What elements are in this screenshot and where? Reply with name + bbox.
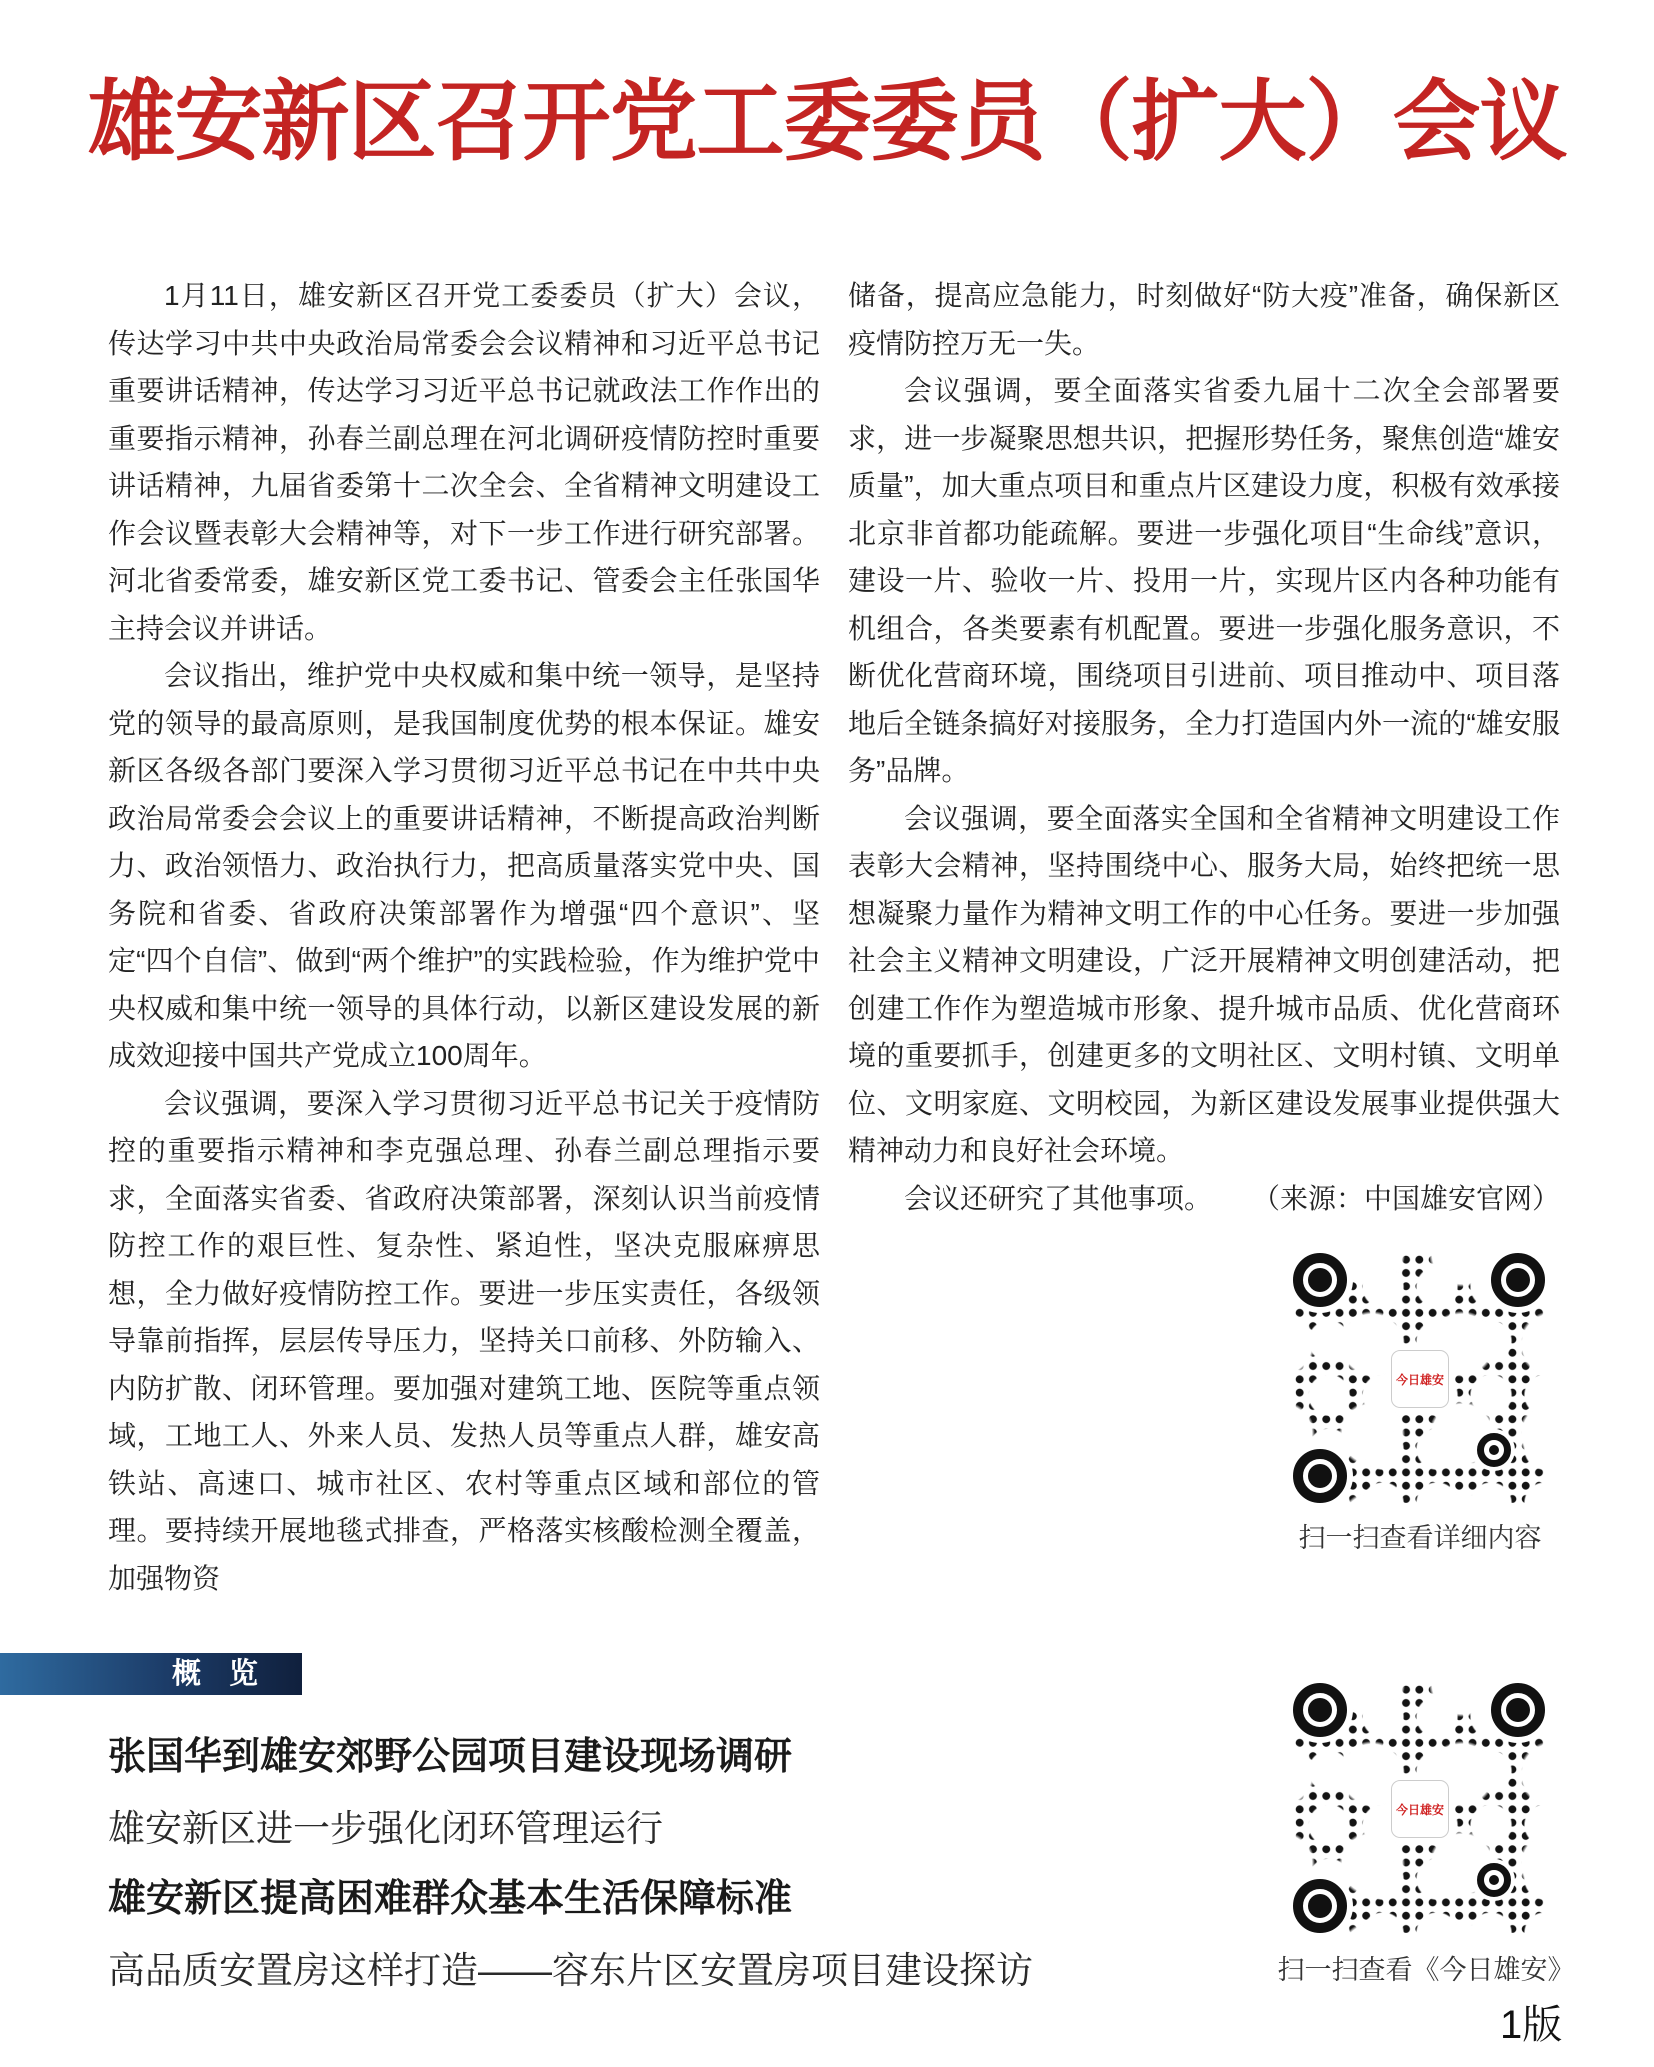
qr-finder-icon [1477, 1863, 1511, 1897]
page-number: 1版 [1500, 2003, 1563, 2047]
qr-code-overview [1293, 1683, 1545, 1933]
qr-finder-icon [1293, 1449, 1347, 1503]
overview-headline: 雄安新区进一步强化闭环管理运行 [108, 1808, 663, 1849]
article-column-left [108, 272, 820, 1602]
qr-caption: 扫一扫查看《今日雄安》 [1277, 1955, 1575, 1985]
qr-finder-icon [1293, 1253, 1347, 1307]
closing-line [848, 1175, 1560, 1223]
paragraph: 储备，提高应急能力，时刻做好“防大疫”准备，确保新区疫情防控万无一失。 [848, 280, 1560, 359]
paragraph: 1月11日，雄安新区召开党工委委员（扩大）会议，传达学习中共中央政治局常委会会议精神和习近平总书记重要讲话精神，传达学习习近平总书记就政法工作作出的重要指示精神，孙春兰副总理在河北调研疫情防控时重要讲话精神，九届省委第十二次全会、全省精神文明建设工作会议暨表彰大会精神等，对下一步工作进行研究部署。河北省委常委，雄安新区党工委书记、管委会主任张国华主持会议并讲话。 [108, 280, 820, 644]
qr-logo-text: 今日雄安 [1395, 1802, 1444, 1817]
overview-headline: 高品质安置房这样打造——容东片区安置房项目建设探访 [108, 1950, 1033, 1991]
paragraph: 会议强调，要全面落实全国和全省精神文明建设工作表彰大会精神，坚持围绕中心、服务大局，始终把统一思想凝聚力量作为精神文明工作的中心任务。要进一步加强社会主义精神文明建设，广泛开展精神文明创建活动，把创建工作作为塑造城市形象、提升城市品质、优化营商环境的重要抓手，创建更多的文明社区、文明村镇、文明单位、文明家庭、文明校园，为新区建设发展事业提供强大精神动力和良好社会环境。 [848, 802, 1560, 1166]
paragraph: 会议强调，要深入学习贯彻习近平总书记关于疫情防控的重要指示精神和李克强总理、孙春兰副总理指示要求，全面落实省委、省政府决策部署，深刻认识当前疫情防控工作的艰巨性、复杂性、紧迫性，坚决克服麻痹思想，全力做好疫情防控工作。要进一步压实责任，各级领导靠前指挥，层层传导压力，坚持关口前移、外防输入、内防扩散、闭环管理。要加强对建筑工地、医院等重点领域，工地工人、外来人员、发热人员等重点人群，雄安高铁站、高速口、城市社区、农村等重点区域和部位的管理。要持续开展地毯式排查，严格落实核酸检测全覆盖，加强物资 [108, 1087, 820, 1594]
qr-finder-icon [1477, 1433, 1511, 1467]
overview-headline: 张国华到雄安郊野公园项目建设现场调研 [108, 1736, 793, 1778]
page-title: 雄安新区召开党工委委员（扩大）会议 [87, 75, 1567, 172]
qr-finder-icon [1293, 1683, 1347, 1737]
qr-finder-icon [1293, 1879, 1347, 1933]
paragraph: 会议强调，要全面落实省委九届十二次全会部署要求，进一步凝聚思想共识，把握形势任务，聚焦创造“雄安质量”，加大重点项目和重点片区建设力度，积极有效承接北京非首都功能疏解。要进一步强化项目“生命线”意识，建设一片、验收一片、投用一片，实现片区内各种功能有机组合，各类要素有机配置。要进一步强化服务意识，不断优化营商环境，围绕项目引进前、项目推动中、项目落地后全链条搞好对接服务，全力打造国内外一流的“雄安服务”品牌。 [848, 375, 1560, 786]
paragraph: 会议指出，维护党中央权威和集中统一领导，是坚持党的领导的最高原则，是我国制度优势的根本保证。雄安新区各级各部门要深入学习贯彻习近平总书记在中共中央政治局常委会会议上的重要讲话精神，不断提高政治判断力、政治领悟力、政治执行力，把高质量落实党中央、国务院和省委、省政府决策部署作为增强“四个意识”、坚定“四个自信”、做到“两个维护”的实践检验，作为维护党中央权威和集中统一领导的具体行动，以新区建设发展的新成效迎接中国共产党成立100周年。 [108, 660, 820, 1071]
qr-finder-icon [1491, 1253, 1545, 1307]
section-banner-overview: 概 览 [0, 1653, 302, 1695]
source-credit: （来源：中国雄安官网） [1251, 1182, 1560, 1214]
qr-code-article [1293, 1253, 1545, 1503]
overview-headline: 雄安新区提高困难群众基本生活保障标准 [108, 1878, 793, 1920]
qr-logo [1391, 1780, 1449, 1838]
qr-logo-text: 今日雄安 [1395, 1372, 1444, 1387]
qr-caption: 扫一扫查看详细内容 [1298, 1523, 1542, 1553]
qr-finder-icon [1491, 1683, 1545, 1737]
closing-text: 会议还研究了其他事项。 [904, 1182, 1213, 1214]
overview-headline-list [108, 1722, 1208, 2006]
qr-logo [1391, 1350, 1449, 1408]
